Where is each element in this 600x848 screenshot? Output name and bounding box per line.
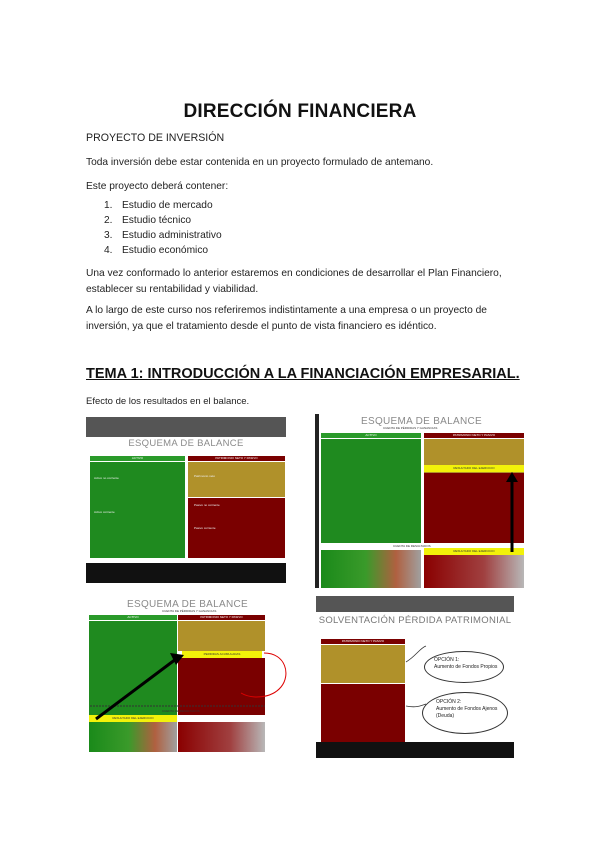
cuenta-resultados-label: CUENTA DE RESULTADOS [393, 544, 431, 548]
tema-heading: TEMA 1: INTRODUCCIÓN A LA FINANCIACIÓN EMPRESARIAL. [86, 366, 520, 382]
slide-title: ESQUEMA DE BALANCE [127, 599, 248, 610]
study-list [104, 198, 222, 258]
resultado-ejercicio-label: RESULTADO DEL EJERCICIO [89, 715, 177, 722]
patrimonio-block: Patrimonio neto [188, 462, 285, 497]
list-item: 3. Estudio administrativo [104, 230, 222, 241]
document-title: DIRECCIÓN FINANCIERA [183, 101, 417, 122]
paragraph-3-line-1: Una vez conformado lo anterior estaremos en condiciones de desarrollar el Plan Financiero, [86, 268, 502, 279]
slide-subtitle: CUENTA DE PÉRDIDAS Y GANANCIAS [383, 426, 438, 430]
slide-title: ESQUEMA DE BALANCE [361, 416, 482, 427]
resultado-ejercicio-label: RESULTADO DEL EJERCICIO [424, 465, 524, 472]
slide-title: ESQUEMA DE BALANCE [128, 438, 244, 449]
slide-subtitle: CUENTA DE PÉRDIDAS Y GANANCIAS [162, 609, 217, 613]
pasivo-header: PATRIMONIO NETO Y PASIVO [424, 433, 524, 438]
option-2-oval [422, 692, 508, 734]
paragraph-3-line-2: establecer su rentabilidad y viabilidad. [86, 284, 259, 295]
activo-header: ACTIVO [90, 456, 185, 461]
slide-balance-scheme-1 [86, 417, 286, 583]
arrow-up-icon [315, 414, 528, 588]
activo-header: ACTIVO [321, 433, 421, 438]
list-item: 1. Estudio de mercado [104, 200, 213, 211]
resultado-ejercicio-label-2: RESULTADO DEL EJERCICIO [424, 548, 524, 555]
paragraph-2: Este proyecto deberá contener: [86, 181, 229, 192]
slide-solventacion [316, 596, 514, 758]
option-1-title: OPCIÓN 1: [434, 657, 460, 663]
pasivo-header: PATRIMONIO NETO Y PASIVO [188, 456, 285, 461]
slide-header-bar [86, 417, 286, 437]
paragraph-4-line-1: A lo largo de este curso nos referiremos indistintamente a una empresa o un proyecto de [86, 305, 487, 316]
tema-paragraph: Efecto de los resultados en el balance. [86, 396, 250, 407]
section-heading: PROYECTO DE INVERSIÓN [86, 132, 225, 144]
option-1-text: Aumento de Fondos Propios [434, 664, 498, 670]
list-item: 2. Estudio técnico [104, 215, 192, 226]
paragraph-1: Toda inversión debe estar contenida en un proyecto formulado de antemano. [86, 157, 434, 168]
activo-header: ACTIVO [89, 615, 177, 620]
cuenta-resultados-label: CUENTA DE RESULTADOS [162, 709, 200, 713]
slide-balance-scheme-3 [86, 595, 289, 755]
pasivo-block: Pasivo no corriente Pasivo corriente [188, 498, 285, 558]
list-item: 4. Estudio económico [104, 245, 209, 256]
option-2-title: OPCIÓN 2: [436, 699, 462, 705]
paragraph-4-line-2: inversión, ya que el tratamiento desde el punto de vista financiero es idéntico. [86, 321, 437, 332]
slide-title: SOLVENTACIÓN PÉRDIDA PATRIMONIAL [318, 615, 512, 626]
slide-footer-bar [316, 742, 514, 758]
slide-balance-scheme-2 [315, 414, 528, 588]
option-2-text-2: (Deuda) [436, 713, 455, 719]
pasivo-header: PATRIMONIO NETO Y PASIVO [321, 639, 405, 644]
slide-footer-bar [86, 563, 286, 583]
activo-block: Activo no corriente Activo corriente [90, 462, 185, 558]
loss-arrow-icon [86, 595, 289, 755]
pasivo-header: PATRIMONIO NETO Y PASIVO [178, 615, 265, 620]
option-2-text: Aumento de Fondos Ajenos [436, 706, 498, 712]
perdidas-acumuladas-label: PERDIDAS ACUMULADAS [182, 651, 262, 658]
